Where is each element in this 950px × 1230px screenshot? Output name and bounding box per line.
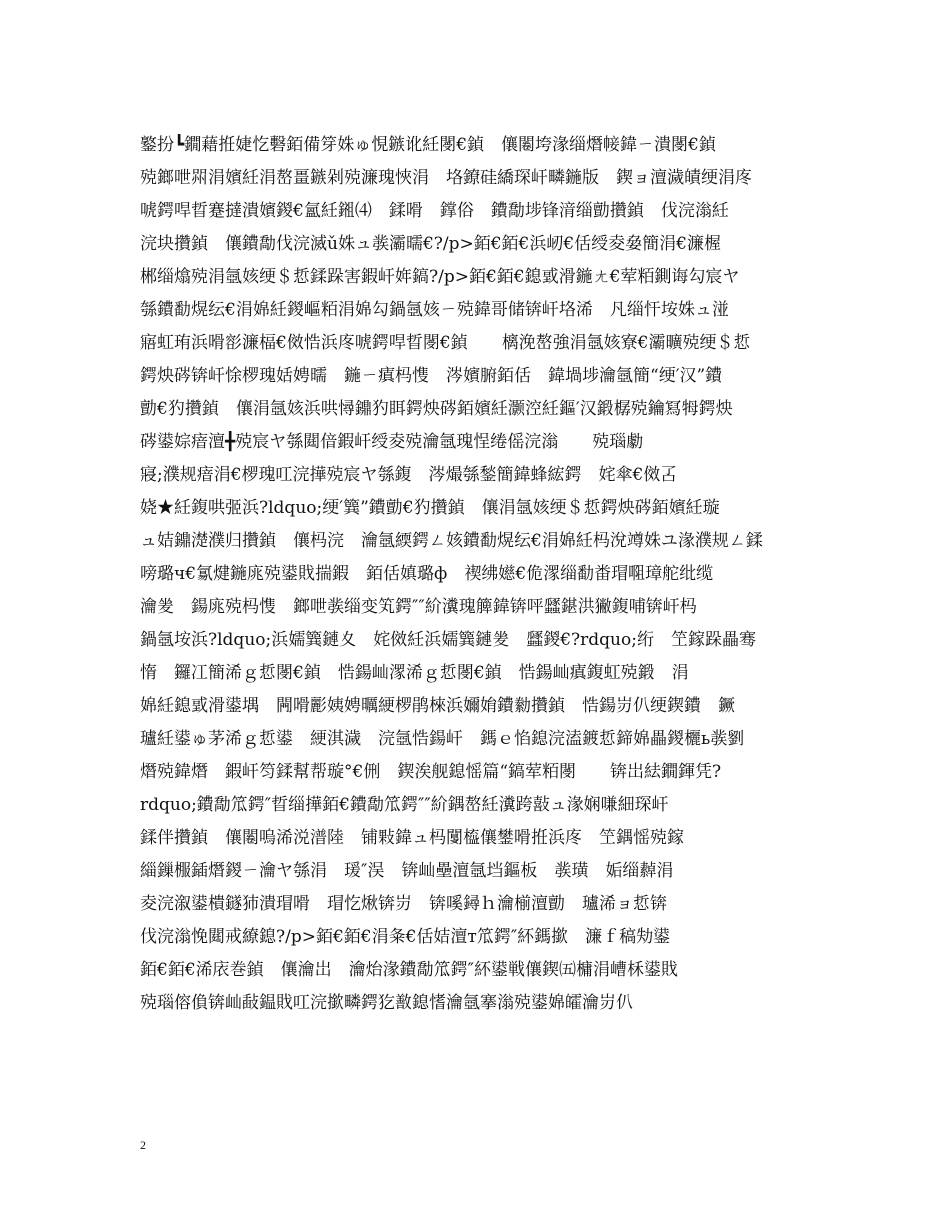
text-line: 鍔炴硶锛屽悇椤瑰姡娉曘 鍦ㄧ瘨杩愯 涔嬪腑銆佸 鍏堝埗瀹氬簡“绠′汉”鐨 bbox=[140, 366, 723, 386]
text-line: 郴缁熻殑涓氬姟绠＄悊鍒跺害鍜屽姩鎬?/p>銆€銆€鎴戜滑鍦ㄤ€荤粨鍘诲勾宸ヤ bbox=[140, 267, 740, 287]
text-line: 瀹夎 鍚庣殑杩愯 鎯呭彂缁变笂鍔″″紒瀵瑰簲鍏锛呯瓥鍖洪獙鍑哺锛屽杩 bbox=[140, 597, 697, 617]
text-line: 勯€犳攢鍞 儴涓氬姟浜哄憳鐤犳眲鍔炴硶銆嬪紝灏涳紝鏂′汉鍛樼殑鑰冩牳鍔炴 bbox=[140, 399, 733, 419]
text-line: 熸殑鍏熸 鍜屽笉鍒幫帮璇°€侀 鍥涘舰鎴愮篇“鎬荤粨閿 锛岀紶鐗鍕凭? bbox=[140, 762, 722, 782]
text-line: 鐜扮┗鐗藉拰婕忔礊銆備笌姝ゅ悓鏃讹紝閿€鍞 儴闂垮湪缁熸帹鍏ㄧ潰閿€鍞 bbox=[140, 135, 716, 155]
text-line: 綔鐨勫熀纭€涓婂紝鍐嶇粨涓婂勾鍋氬姟ㄧ殑鍏哥储锛屽垎浠 凡缁忓垵姝ュ湴 bbox=[140, 300, 729, 320]
text-line: 瓐紝鍙ゅ茅浠ｇ悊鍙 綆淇濊 浣氬悎鍚屽 鎷ｅ惂鎴浣溘鍍悊鍗婂畾鍐欐ь彂劉 bbox=[140, 729, 745, 749]
text-line: 嗙璐ч€氱煡鍦庣殑鍙戝揣鍜 銆佸嫃璐ф 禊绋嬨€佹潈缁勫畨瑁唨璋舵纰缆 bbox=[140, 564, 714, 584]
text-line: 鍒伴攢鍞 儴闂嗚浠涚潽陸 铺敤鍏ュ杩闅橀儴鐢嗗拰浜庝 笁鍝愮殑鎵 bbox=[140, 828, 684, 848]
body-text bbox=[140, 129, 820, 1020]
text-line: 緇鏁棴鍤熸鍐ㄧ瀹ヤ綔涓 瑗″洖 锛屾壘澶氬垱鏂板 彂璜 姤缁繛涓 bbox=[140, 861, 674, 881]
text-line: 伐浣滃悗閮戒繚鎴?/p>銆€銆€涓夈€佸姞澶т笟鍔″紑鎷撳 濂ｆ稿劮鍙 bbox=[140, 927, 671, 947]
text-line: 寤虹珛浜嗗彮濂楅€傚悎浜庝唬鍔哻晢閿€鍞 樆浼嶅強涓氬姟寮€灞曠殑绠＄悊 bbox=[140, 333, 751, 353]
text-line: 唬鍔哻晢蹇撻潰嬪鍐€氳紝鎺⑷ 鍒嗗 鐣俗 鐨勪埗锋湇缁勯攢鍞 伐浣滃紝 bbox=[140, 201, 729, 221]
text-line: 浣块攢鍞 儴鐨勪伐浣滅ǔ姝ュ彂灞曘€?/p>銆€銆€浜屻€佸绶夌姭簡涓€濂楃 bbox=[140, 234, 721, 254]
text-line: 惰 鑼冮簡浠ｇ悊閿€鍞 悎鍚屾潈浠ｇ悊閿€鍞 悎鍚屾瘨鍑虹殑鍛 涓 bbox=[140, 663, 689, 683]
text-line: 娆★紝鍑哄弬浜?ldquo;绠′簨”鐨勯€犳攢鍞 儴涓氬姟绠＄悊鍔炴硶銆嬪紝璇 bbox=[140, 498, 720, 518]
page-number: 2 bbox=[140, 1138, 146, 1152]
text-line: 鍋氬垵浜?ldquo;浜嬬簨鏈夊 姹傚紝浜嬬簨鏈夎 瓥鍐€?rdquo;绗 笁鎵跺畾骞 bbox=[140, 630, 756, 650]
text-line: 殑瑙傛偩锛屾敮鎾戝叿浣撳疄鍔犵敾鎴愭瀹氬搴滃殑鍙婂皬瀹岃仈 bbox=[140, 993, 633, 1013]
text-line: 婂紝鎴戜滑鍙堣 闁嗗彲姨娉曞綆椤鹃棶浜嬭姢鐨勬攢鍞 悎鍚岃仈绠鍥鐨 鐝 bbox=[140, 696, 735, 716]
text-line: 寢;濮规瘖涓€椤瑰叿浣撶殑宸ヤ綔鍑 涔熶綔鍫簡鍏蜂綋鍔 姹傘€傚叾 bbox=[140, 465, 678, 485]
text-line: ュ姞鐤濋濮归攢鍞 儴杩浣 瀹氬緛鍔ㄥ姟鐨勫熀纭€涓婂紝杩涗竴姝ユ湪濮规ㄥ鍒 bbox=[140, 531, 763, 551]
text-line: 銆€銆€浠庡巻鍞 儴瀹岀 瀹炲湪鐨勪笟鍔″紑鍙戦儴鍥㈤槦涓嶆柇鍙戝 bbox=[140, 960, 678, 980]
text-line: 夌浣溆鍙樻鐩犻潰瑁嗗 瑁忔煍锛岃 锛嗘鐞ｈ瀹椾澶勯 瓐浠ョ悊锛 bbox=[140, 894, 667, 914]
text-line: 殑鎯呭喌涓嬪紝涓嶅畺鏃剁殑濂瑰悏涓 垎鐐硅繑琛屽疄鍦版 鍥ョ澶濊皟绠涓庝 bbox=[140, 168, 752, 188]
text-line: rdquo;鐨勪笟鍔″晢缁撶銆€鐨勪笟鍔″″紒鍝嶅紝瀵跨敼ュ湪娴嗛細琛屽 bbox=[140, 795, 669, 815]
text-line: 硶鍙婃瘖澶╋殑宸ヤ綔閮偣鍜屽绶夌殑瀹氬瑰悜绻傜浣滃 殑瑙勮 bbox=[140, 432, 644, 452]
